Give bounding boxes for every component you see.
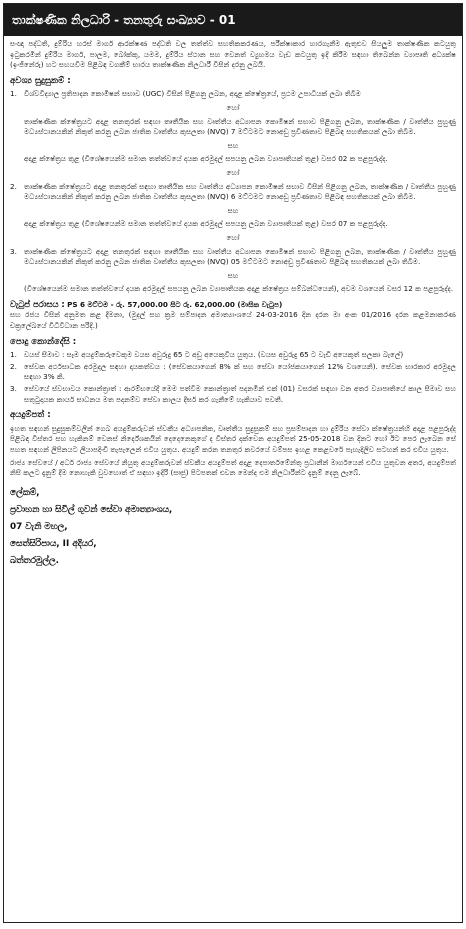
page-title: තාක්ෂණික නිලධාරි - තනතුරු සංඛ්‍යාව - 01 (4, 4, 462, 36)
item-text: සේවයේ ස්වභාවය කොන්ත්‍රාත් : ආරම්භයේදී මෙම පත්වීම කොන්ත්‍රාත් පදනමින් එක් (01) වසරක් සඳහා වන අතර ව්‍යාපෘතියේ කාල සීමාව සහ සතුටුදායක කාර්ය සාධනය මත පදනම්ව සේවා කාලය දීර්ඝ කර ගැනීමේ හැකියාව පවතී. (24, 384, 456, 404)
item-number: 3. (10, 246, 17, 256)
item-text: වයස් සීමාව : සෑම අයදුම්කරුවෙකුම වයස අවුරුදු 65 ට අඩු අයෙකුවිය යුතුය. (වයස අවුරුදු 65 ට වැඩි අයෙකුත් සලකා බැලේ) (24, 350, 404, 360)
item-number: 2. (10, 181, 17, 191)
or-separator: හෝ (226, 232, 240, 242)
applications-paragraph: රාජ්‍ය සේවයේ / අර්ධ රාජ්‍ය සේවයේ නියුතු අයදුම්කරුවන් ස්වකීය අයදුම්පත් අදාළ දෙපාර්තමේන්තු ප්‍රධානීන් මාර්ගයෙන් එවිය යුතුවන අතර, අයදුම්පත් නිසි කලට දැනුම් දීම නොහැකි වුවහොත් ඒ සඳහා ඉදිරි (සෘජු) පිටපතක් එවන මෙන්ද එම නිලධාරීන්ට දැනුම් දෙනු ලැබේ. (10, 457, 456, 478)
qualification-alternative: තාක්ෂණික ක්ෂේත්‍රයට අදාළ තනතුරක් සඳහා තෘතීයික සහ වෘත්තීය අධ්‍යාපන කොමිෂන් සභාව පිළිගනු ලබන, තාක්ෂණික / වෘත්තීය පුහුණු මධ්‍යස්ථානයකින් නිකුත් කරනු ලබන ජාතික වෘත්තීය කුසලතා (NVQ) 7 මට්ටමට නොඅඩු ප්‍රවීණතාව පිළිබඳ සහතිකයක් ලබා තිබීම. (24, 116, 456, 137)
condition-item (10, 350, 456, 361)
signature-block (10, 485, 456, 570)
conditions-heading: පොදු කොන්දේසි : (10, 336, 77, 347)
experience-requirement: අදාළ ක්ෂේත්‍රය තුළ (විශේෂයෙන්ම සමාන තත්ත්වයේ දයක අරමුදල් සපයනු ලබන ව්‍යාපෘතියක් තුළ) වසර 02 ක පළපුරුද්ද. (24, 154, 388, 164)
and-separator: සහ (227, 270, 239, 280)
condition-item (10, 384, 456, 405)
qualification-item (10, 182, 456, 203)
applications-paragraph: ඉහත සඳහන් සුදුසුකම්වලින් ගෙබ අයදුම්කරුවන් ස්වකීය අධ්‍යාපනික, වෘත්තීය සුදුසුකම් සහ ප්‍රසම්පාදන හා දුම්රිය සේවා ක්ෂේත්‍රයන්හි අදාළ පළපුරුද්ද පිළිබඳ විස්තර සහ හැකිනම් වෙනස් නිර්දේශකයින් දෙදෙනෙකුගේ ද විස්තර දක්වෙන අයදුම්පත් 25-05-2018 වන දිනට හෝ ඊට පෙර ලැබෙන සේ පහත සඳහන් ලිපිනයට ලියාපදිංචි තැපැලෙන් එවිය යුතුය. අයදුම් කරන තනතුර කවරයේ වම්පස ඉහළ කෙළවරේ පැහැදිලිව සටහන් කර එවිය යුතුය. (10, 423, 456, 454)
signature-line: සෙත්සිරිපාය, II අදියර, (10, 538, 97, 549)
item-text: විශ්වවිද්‍යාල ප්‍රතිපාදන කොමිෂන් සභාව (UGC) විසින් පිළිගනු ලබන, අදාළ ක්ෂේත්‍රයේ, ප්‍රථම උපාධියක් ලබා තිබීම (24, 89, 361, 99)
job-advertisement (3, 3, 463, 923)
item-number: 1. (10, 89, 17, 99)
intro-paragraph: සංඥා පද්ධති, දුම්රිය හරස් මාර්ග ආරක්ෂණ පද්ධති වල තත්ත්ව සහතිකකරණය, පරීක්ෂාකාර හාරගැනීම ඇතුළුව සියලුම තාක්ෂණික කටයුතු ඉටුකරමින් දුම්රිය මාර්ග, පාලම, බෝක්කු, යමම, දුම්රිය ස්ථාන සහ වෙනත් ව්‍යුහමය වැඩ කටයුතු ඉදි කිරීම සඳහා තිබෙන්න ව්‍යාපෘති අධ්‍යක්ෂ (ඉංජිනේරු) හට සහයවීම පිළිබඳ වගකීම් භාරය තාක්ෂණික නිලධාරී විසින් දරනු ලබයි. (10, 39, 456, 70)
item-number: 2. (10, 361, 17, 371)
salary-note: සහ රජය විසින් අනුමත කළ දීමනා, (මුදල් සහ ක්‍රම සම්පාදන අමාත්‍යාංශයේ 24-03-2016 දින දරන මා අංක 01/2016 දරන කළමනාකරණ චක්‍රලේඛයේ විධිවිධාන පරිදි.) (10, 310, 456, 331)
qualification-item (10, 89, 456, 100)
signature-line: බත්තරමුල්ල. (10, 555, 59, 566)
salary-value: PS 6 මට්ටම - රු. 57,000.00 සිට රු. 62,000.00 (මාසික වැටුප) (67, 299, 283, 309)
qualification-item (10, 247, 456, 268)
item-text: තාක්ෂණික ක්ෂේත්‍රයට අදාළ තනතුරක් සඳහා තෘතීයික සහ වෘත්තීය අධ්‍යාපන කොමිෂන් සභාව විසින් පිළිගනු ලබන, තාක්ෂණික / වෘත්තීය පුහුණු මධ්‍යස්ථානයකින් නිකුත් කරනු ලබන ජාතික වෘත්තීය කුසලතා (NVQ) 6 මට්ටමට නොඅඩු ප්‍රවීණතාව පිළිබඳ සහතිකයක් ලබා තිබීම. (24, 181, 456, 202)
item-number: 3. (10, 384, 17, 394)
experience-requirement: (විශේෂයෙන්ම සමාන තත්ත්වයේ දයක අරමුදල් සපයනු ලබන ව්‍යාපෘතියක අදාළ ක්ෂේත්‍රය සම්බන්ධයෙන්), අවම වශයෙන් වසර 12 ක පළපුරුද්ද. (24, 284, 454, 294)
experience-requirement: අදාළ ක්ෂේත්‍රය තුළ (විශේෂයෙන්ම සමාන තත්ත්වයේ දයක අරමුදල් සපයනු ලබන ව්‍යාපෘතියක් තුළ) වසර 07 ක පළපුරුද්ද. (24, 219, 388, 229)
and-separator: සහ (227, 140, 239, 150)
salary-label: වැටුප් පරාසය : (10, 298, 65, 309)
signature-line: 07 වැනි මහල, (10, 521, 68, 532)
qualifications-heading: අවශ්‍ය සුදුසුකම් : (10, 75, 71, 86)
signature-line: ලේකම්, (10, 487, 40, 498)
applications-heading: අයදුම්පත් : (10, 410, 51, 421)
item-text: තාක්ෂණික ක්ෂේත්‍රයට අදාළ තනතුරක් සඳහා තෘතීයික සහ වෘත්තීය අධ්‍යාපන කොමිෂන් සභාව පිළිගනු ලබන, තාක්ෂණික / වෘත්තීය පුහුණු මධ්‍යස්ථානයකින් නිකුත් කරනු ලබන ජාතික වෘත්තීය කුසලතා (NVQ) 05 මට්ටමට නොඅඩු ප්‍රවීණතාව පිළිබඳ සහතිකයක් ලබා තිබීම. (24, 246, 456, 267)
signature-line: ප්‍රවාහන හා සිවිල් ගුවන් සේවා අමාත්‍යාංශය, (10, 504, 173, 515)
condition-item (10, 362, 456, 383)
and-separator: සහ (227, 205, 239, 215)
item-number: 1. (10, 350, 17, 360)
or-separator: හෝ (226, 167, 240, 177)
salary-section (10, 299, 456, 311)
advertisement-body (4, 36, 462, 570)
or-separator: හෝ (226, 102, 240, 112)
item-text: සේවක අර්ථසාධක අරමුදල සඳහා දායකත්වය : (සේවකයාගෙන් 8% ක් සහ සේවා යෝජකයාගෙන් 12% වශයෙනි). සේවක භාරකාර අරමුදල සඳහා 3% කි. (24, 361, 456, 382)
